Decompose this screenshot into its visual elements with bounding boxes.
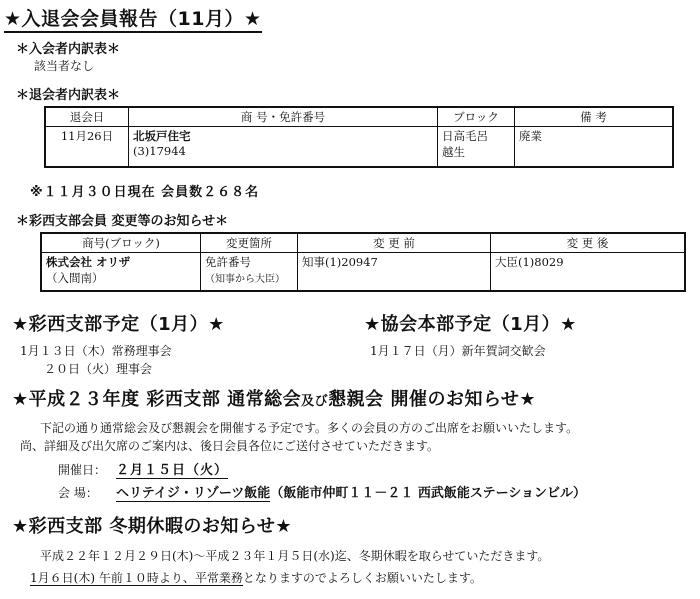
branch-schedule-heading: ★彩西支部予定（1月）★: [12, 314, 225, 335]
block-line: 日高毛呂: [442, 129, 488, 143]
header-cell: 変 更 前: [298, 233, 491, 253]
winter-break-line: 平成２２年１２月２９日(木)～平成２３年１月５日(水)迄、冬期休暇を取らせていただきます。: [40, 549, 550, 563]
block-line: 越生: [442, 145, 465, 159]
meeting-date-label: 開催日：: [58, 463, 107, 477]
heading-text: 懇親会: [328, 389, 384, 410]
line-text: となりますのでよろしくお願いいたします。: [242, 571, 482, 585]
hq-schedule-heading: ★協会本部予定（1月）★: [364, 314, 577, 335]
header-cell: 商号(ブロック): [41, 233, 201, 253]
page-title: ★入退会会員報告（11月）★: [4, 4, 262, 33]
underlined-text: 1月６日(木) 午前１０時より、平常業務: [30, 571, 243, 585]
schedule-item: 1月１３日（木）常務理事会: [20, 344, 172, 358]
header-cell: 退会日: [45, 107, 129, 127]
general-meeting-heading: [12, 385, 536, 411]
table-header-row: [45, 107, 673, 127]
leave-date: 11月26日: [45, 127, 129, 167]
heading-text: 及び: [301, 394, 329, 409]
leaving-table: [44, 106, 674, 168]
header-cell: 変 更 後: [491, 233, 686, 253]
company-name: 北坂戸住宅: [133, 129, 191, 143]
header-cell: 変更箇所: [201, 233, 298, 253]
change-item: 免許番号: [205, 255, 251, 269]
before-value: 知事(1)20947: [298, 253, 491, 291]
remark-cell: 廃業: [515, 127, 674, 167]
winter-break-line: [30, 569, 482, 586]
header-cell: 商 号・免許番号: [129, 107, 438, 127]
table-header-row: [41, 233, 685, 253]
meeting-venue-label: 会 場：: [58, 486, 98, 500]
joining-heading: ＊入会者内訳表＊: [16, 42, 121, 57]
schedule-item: 1月１７日（月）新年賀詞交歓会: [370, 344, 546, 358]
changes-table: [40, 232, 686, 292]
schedule-item: ２０日（火）理事会: [44, 362, 153, 376]
header-cell: ブロック: [438, 107, 515, 127]
company-block: （入間南）: [46, 271, 104, 285]
meeting-date: ２月１５日（火）: [116, 459, 228, 479]
company-cell: [129, 127, 438, 167]
venue-address: （飯能市仲町１１－２１ 西武飯能ステーションビル）: [270, 486, 587, 501]
header-cell: 備 考: [515, 107, 674, 127]
company-cell: [41, 253, 201, 291]
meeting-venue: [116, 482, 586, 501]
table-row: [41, 253, 685, 291]
joining-note: 該当者なし: [34, 59, 95, 73]
change-item-cell: [201, 253, 298, 291]
license-number: (3)17944: [133, 144, 186, 158]
heading-text: ★平成２３年度 彩西支部 通常総会: [12, 389, 302, 410]
winter-break-heading: ★彩西支部 冬期休暇のお知らせ★: [12, 516, 292, 537]
after-value: 大臣(1)8029: [491, 253, 686, 291]
venue-name: ヘリテイジ・リゾーツ飯能: [116, 486, 271, 501]
leaving-heading: ＊退会者内訳表＊: [16, 88, 121, 103]
block-cell: [438, 127, 515, 167]
member-count: ※１１月３０日現在 会員数２６８名: [30, 185, 260, 200]
meeting-line: 尚、詳細及び出欠席のご案内は、後日会員各位にご送付させていただきます。: [20, 439, 440, 453]
table-row: [45, 127, 673, 167]
change-item-note: （知事から大臣）: [205, 274, 285, 285]
heading-text: 開催のお知らせ★: [383, 389, 537, 410]
changes-heading: ＊彩西支部会員 変更等のお知らせ＊: [16, 214, 229, 229]
meeting-line: 下記の通り通常総会及び懇親会を開催する予定です。多くの会員の方のご出席をお願いいたします。: [40, 421, 579, 435]
company-name: 株式会社 オリザ: [46, 255, 131, 269]
